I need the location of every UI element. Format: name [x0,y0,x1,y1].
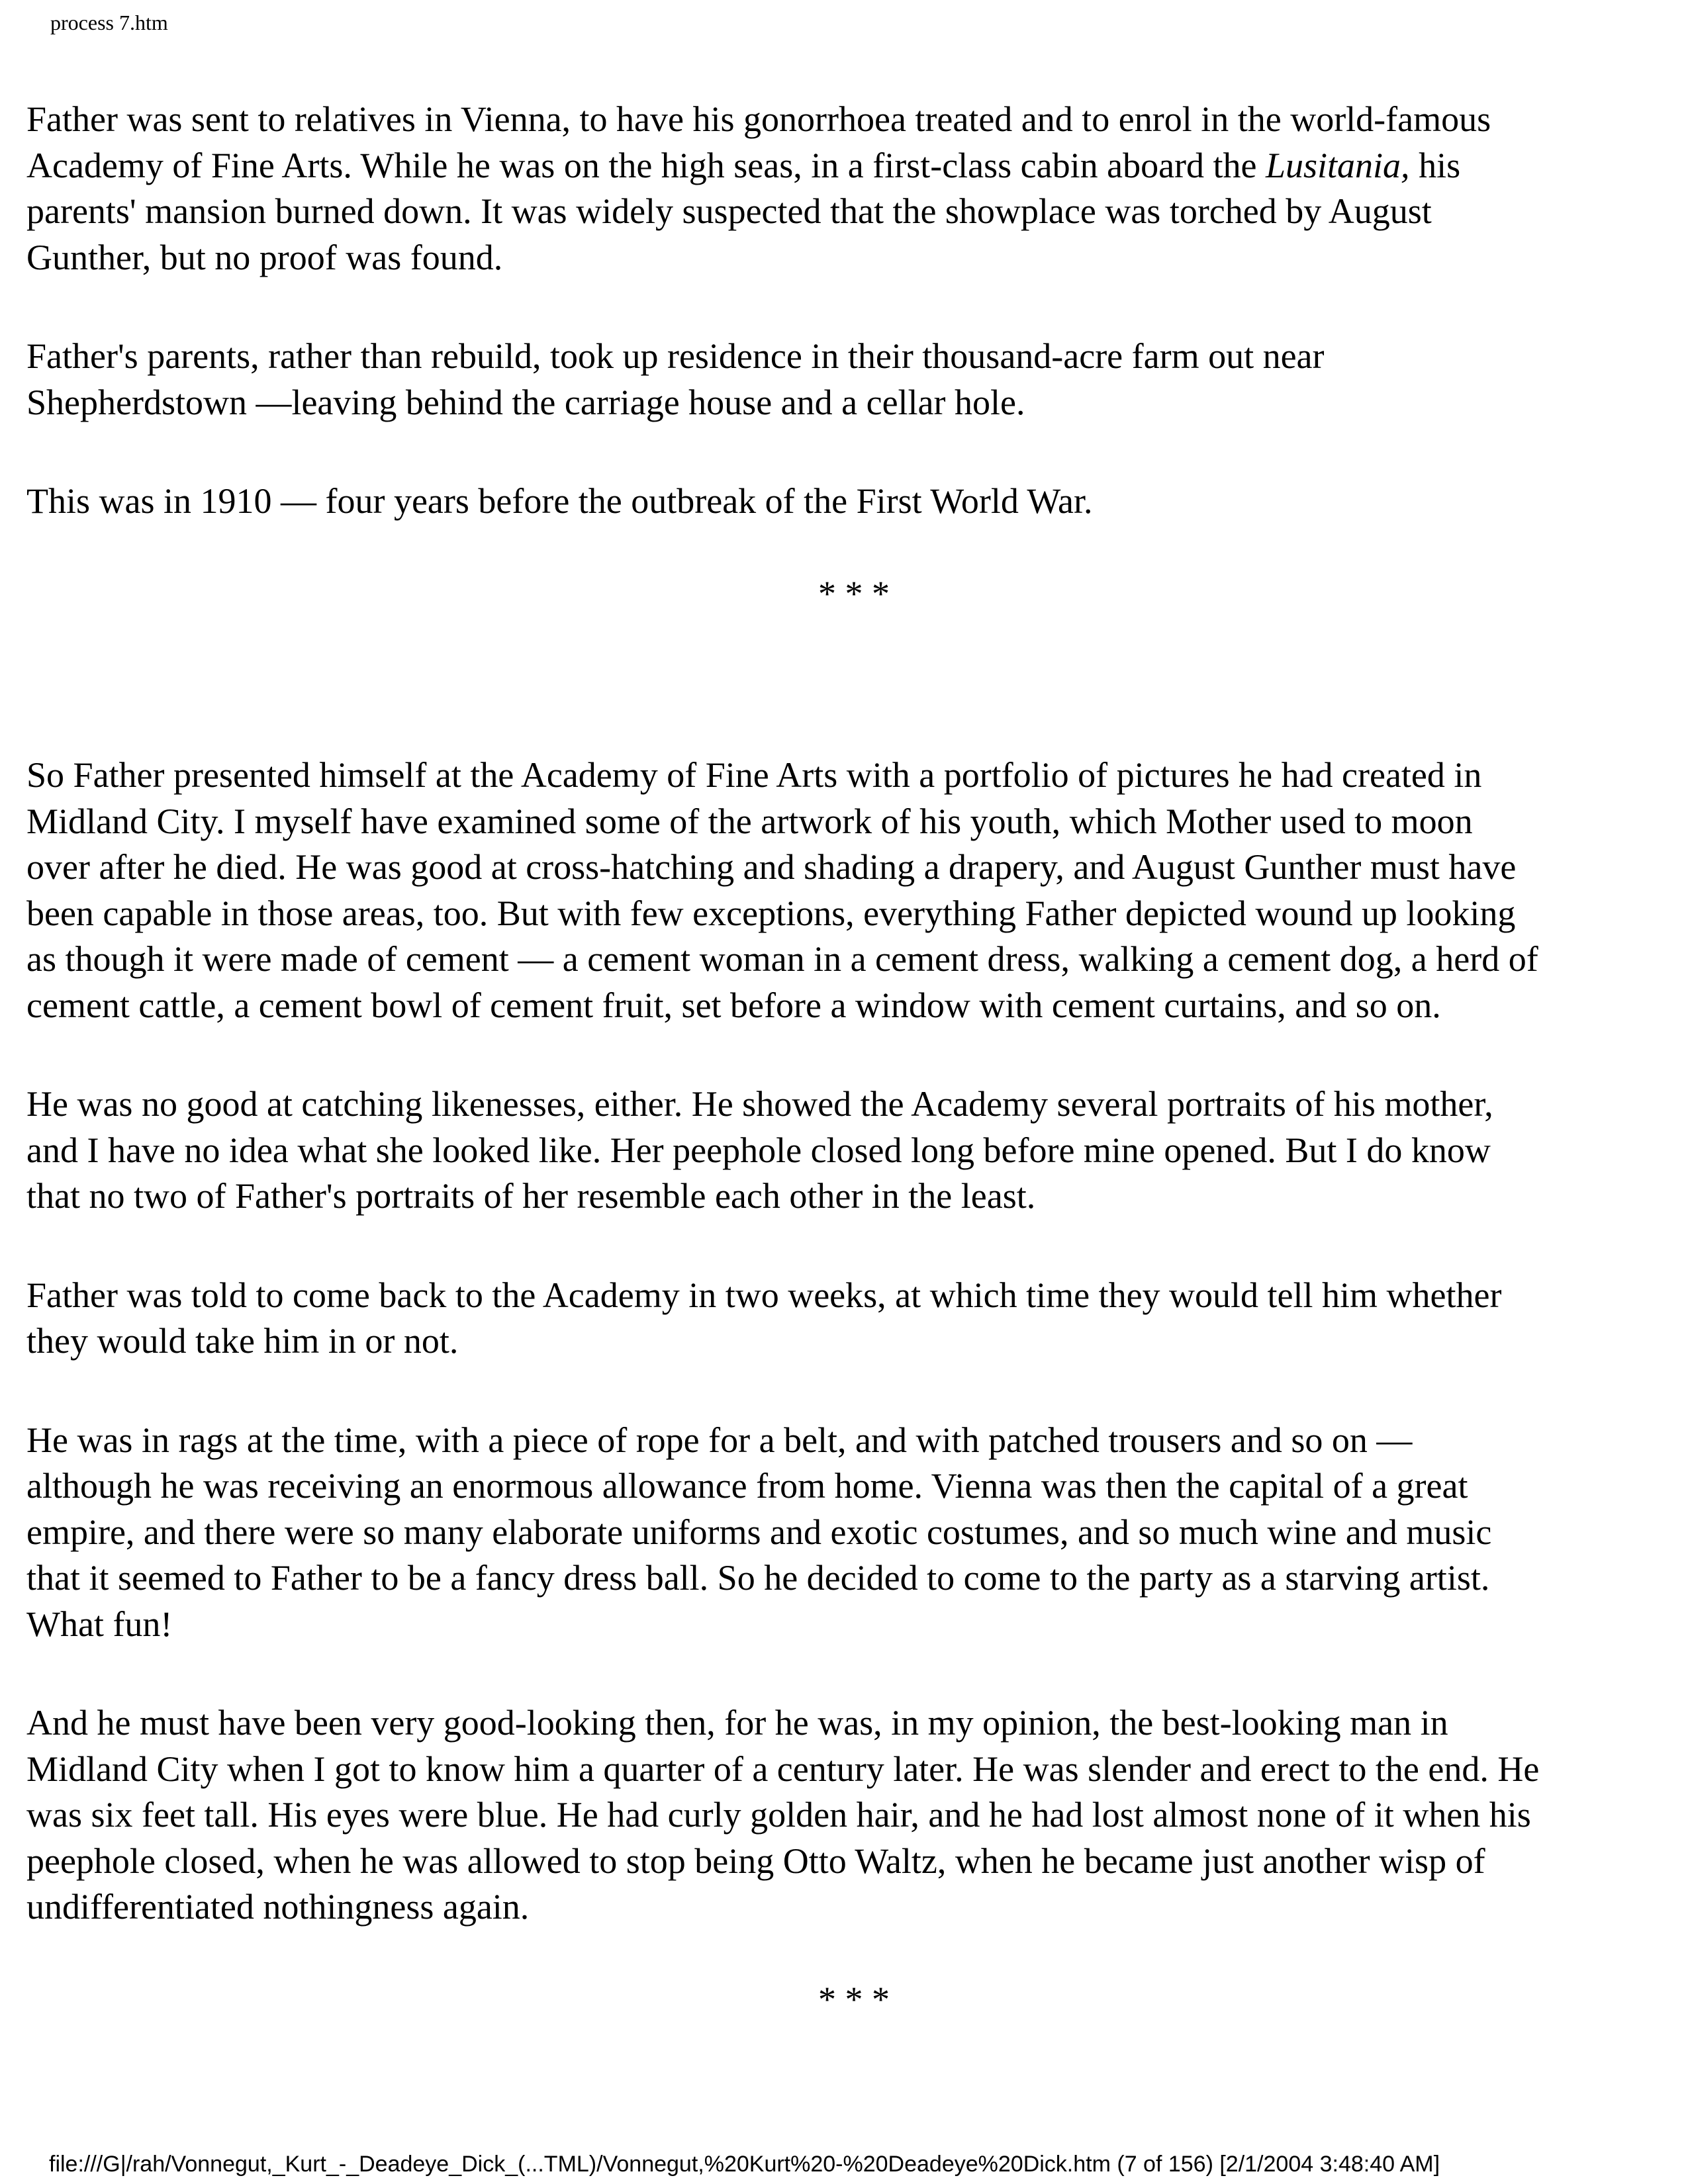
paragraph-4 [26,752,1668,1028]
document-body [26,97,1668,2023]
text-line: Father was told to come back to the Academy in two weeks, at which time they would tell him whether [26,1275,1502,1315]
paragraph-3 [26,478,1668,525]
text-line: parents' mansion burned down. It was widely suspected that the showplace was torched by August [26,191,1432,231]
text-segment: his [1409,145,1461,185]
text-line: that it seemed to Father to be a fancy dress ball. So he decided to come to the party as a starving artist. [26,1558,1490,1598]
text-line: although he was receiving an enormous allowance from home. Vienna was then the capital of a great [26,1466,1468,1506]
text-line: He was no good at catching likenesses, either. He showed the Academy several portraits of his mother, [26,1084,1493,1124]
paragraph-1 [26,97,1668,281]
text-line: Father was sent to relatives in Vienna, to have his gonorrhoea treated and to enrol in the world-famous [26,99,1491,139]
text-segment: Academy of Fine Arts. While he was on the high seas, in a first-class cabin aboard the [26,145,1257,185]
text-line: as though it were made of cement — a cement woman in a cement dress, walking a cement dog, a herd of [26,939,1538,979]
text-line: cement cattle, a cement bowl of cement fruit, set before a window with cement curtains, and so on. [26,985,1441,1025]
text-line: undifferentiated nothingness again. [26,1887,530,1927]
text-line: Gunther, but no proof was found. [26,237,503,277]
text-line: Father's parents, rather than rebuild, took up residence in their thousand-acre farm out near [26,336,1325,376]
paragraph-7 [26,1418,1668,1648]
text-line: So Father presented himself at the Academy of Fine Arts with a portfolio of pictures he had created in [26,755,1482,795]
section-separator: * * * [818,1979,890,2019]
text-line: He was in rags at the time, with a piece of rope for a belt, and with patched trousers and so on — [26,1420,1413,1460]
paragraph-5 [26,1081,1668,1220]
ship-name: Lusitania, [1266,145,1410,185]
text-line: empire, and there were so many elaborate uniforms and exotic costumes, and so much wine and music [26,1512,1492,1552]
text-line: Midland City. I myself have examined some of the artwork of his youth, which Mother used to moon [26,801,1473,841]
text-line: been capable in those areas, too. But with few exceptions, everything Father depicted wound up looking [26,893,1516,933]
text-line: And he must have been very good-looking then, for he was, in my opinion, the best-looking man in [26,1703,1448,1743]
text-line: they would take him in or not. [26,1321,459,1361]
page-header-title: process 7.htm [50,11,168,34]
text-line: Midland City when I got to know him a quarter of a century later. He was slender and erect to the end. He [26,1749,1540,1789]
section-separator: * * * [818,573,890,614]
paragraph-2 [26,334,1668,426]
text-line: that no two of Father's portraits of her resemble each other in the least. [26,1176,1036,1216]
page-footer-path: file:///G|/rah/Vonnegut,_Kurt_-_Deadeye_Dick_(...TML)/Vonnegut,%20Kurt%20-%20Deadeye%20Dick.htm (7 of 156) [2/1/2004 3:48:40 AM] [49,2152,1440,2177]
paragraph-8 [26,1700,1668,1931]
text-line: Shepherdstown —leaving behind the carriage house and a cellar hole. [26,382,1025,422]
text-line: This was in 1910 — four years before the outbreak of the First World War. [26,481,1093,521]
text-line: over after he died. He was good at cross-hatching and shading a drapery, and August Gunther must have [26,847,1517,887]
text-line: peephole closed, when he was allowed to stop being Otto Waltz, when he became just another wisp of [26,1841,1485,1881]
text-line: and I have no idea what she looked like. Her peephole closed long before mine opened. But I do know [26,1130,1491,1170]
text-line: What fun! [26,1604,173,1644]
text-line [26,143,1668,189]
paragraph-6 [26,1273,1668,1365]
text-line: was six feet tall. His eyes were blue. He had curly golden hair, and he had lost almost none of it when his [26,1795,1531,1835]
